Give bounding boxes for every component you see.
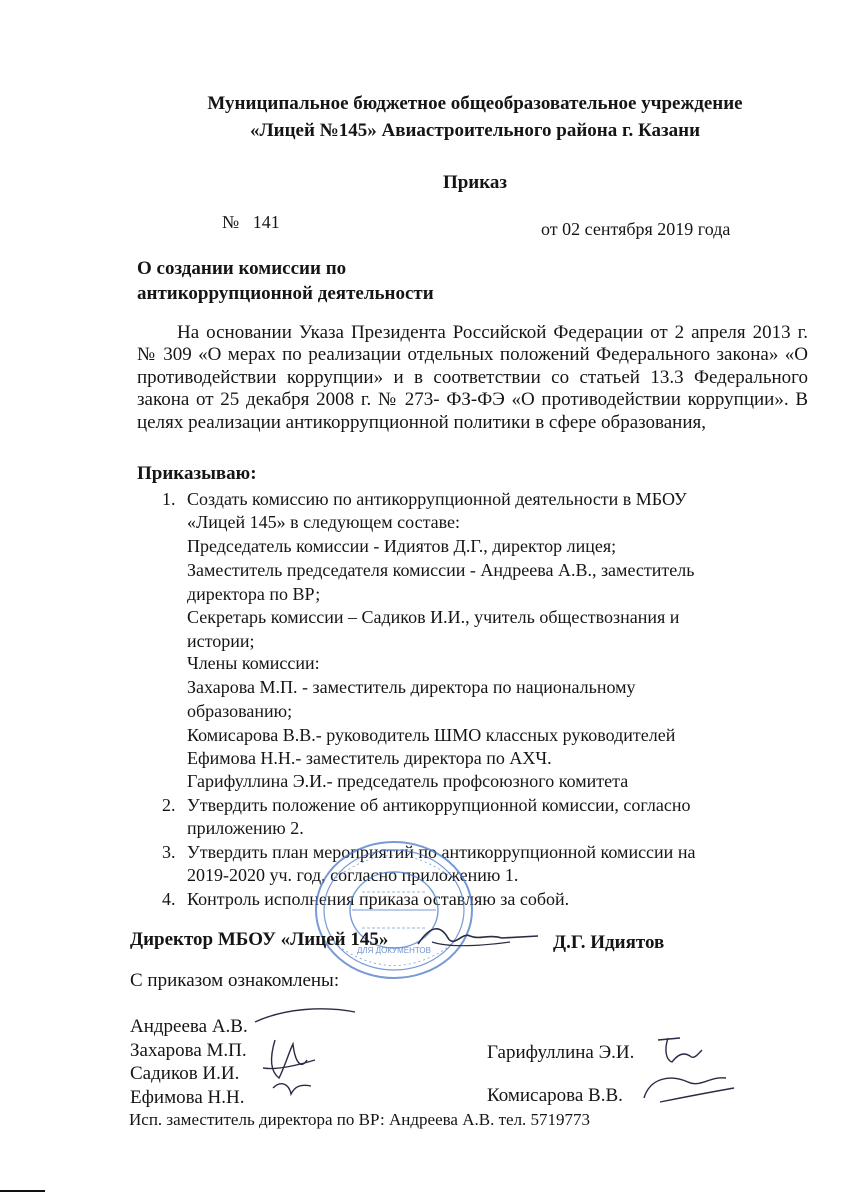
item-1-line: Создать комиссию по антикоррупционной деятельности в МБОУ	[187, 489, 687, 509]
footer-contact: Исп. заместитель директора по ВР: Андреева А.В. тел. 5719773	[129, 1110, 591, 1129]
item-4-line: Контроль исполнения приказа оставляю за собой.	[187, 889, 570, 909]
item-3-line: 2019-2020 уч. год, согласно приложению 1.	[187, 865, 519, 885]
header-line-2: «Лицей №145» Авиастроительного района г. Казани	[249, 120, 701, 141]
item-2-line: Утвердить положение об антикоррупционной комиссии, согласно	[187, 795, 691, 815]
item-3-line: Утвердить план мероприятий по антикоррупционной комиссии на	[187, 842, 696, 862]
director-position: Директор МБОУ «Лицей 145»	[130, 929, 389, 950]
director-signature	[410, 918, 550, 958]
acquainted-right-name: Гарифуллина Э.И.	[487, 1042, 635, 1063]
acquainted-left-name: Захарова М.П.	[130, 1040, 247, 1061]
item-1-line: истории;	[187, 631, 255, 651]
director-name: Д.Г. Идиятов	[553, 932, 665, 953]
item-2-line: приложению 2.	[187, 818, 304, 838]
order-word: Приказываю:	[137, 463, 257, 484]
item-1-line: Ефимова Н.Н.- заместитель директора по АХЧ.	[187, 748, 552, 768]
item-1-line: директора по ВР;	[187, 584, 321, 604]
order-number-value: 141	[252, 212, 280, 232]
acquainted-left-name: Ефимова Н.Н.	[130, 1087, 245, 1108]
acquainted-label: С приказом ознакомлены:	[130, 970, 340, 991]
item-2-number: 2.	[162, 795, 176, 815]
item-1-line: Секретарь комиссии – Садиков И.И., учитель обществознания и	[187, 607, 680, 627]
order-number	[222, 212, 280, 233]
signature-garifullina	[650, 1030, 710, 1070]
scan-edge-mark	[0, 1190, 45, 1192]
order-date: от 02 сентября 2019 года	[541, 219, 731, 239]
item-3-number: 3.	[162, 842, 176, 862]
acquainted-left-name: Андреева А.В.	[130, 1016, 248, 1037]
header-line-1: Муниципальное бюджетное общеобразовательное учреждение	[207, 93, 743, 114]
preamble-text: На основании Указа Президента Российской Федерации от 2 апреля 2013 г. № 309 «О мерах по реализации отдельных положений Федерального закона» «О противодействии коррупции» и в соответствии со статьей 13.3 Федерального закона от 25 декабря 2008 г. № 273- ФЗ-ФЭ «О противодействии коррупции». В целях реализации антикоррупционной политики в сфере образования,	[137, 322, 808, 433]
subject-line-1: О создании комиссии по	[137, 258, 347, 279]
stamp-caption: ДЛЯ ДОКУМЕНТОВ	[356, 946, 432, 955]
item-1-line: Захарова М.П. - заместитель директора по национальному	[187, 677, 636, 697]
item-1-line: Члены комиссии:	[187, 653, 320, 673]
item-1-line: «Лицей 145» в следующем составе:	[187, 512, 461, 532]
acquainted-signatures-left	[245, 1000, 365, 1110]
signature-komisarova	[630, 1068, 740, 1112]
acquainted-right-name: Комисарова В.В.	[487, 1085, 623, 1106]
item-1-line: Председатель комиссии - Идиятов Д.Г., директор лицея;	[187, 536, 617, 556]
item-1-number: 1.	[162, 489, 176, 509]
preamble-paragraph	[137, 322, 808, 434]
official-stamp	[312, 838, 477, 983]
item-1-line: Комисарова В.В.- руководитель ШМО классных руководителей	[187, 725, 676, 745]
subject-line-2: антикоррупционной деятельности	[137, 283, 434, 304]
document-title: Приказ	[442, 172, 508, 193]
item-1-line: образованию;	[187, 701, 293, 721]
item-1-line: Заместитель председателя комиссии - Андреева А.В., заместитель	[187, 560, 695, 580]
item-4-number: 4.	[162, 889, 176, 909]
order-number-label: №	[222, 212, 240, 232]
item-1-line: Гарифуллина Э.И.- председатель профсоюзного комитета	[187, 771, 629, 791]
acquainted-left-name: Садиков И.И.	[130, 1063, 240, 1084]
